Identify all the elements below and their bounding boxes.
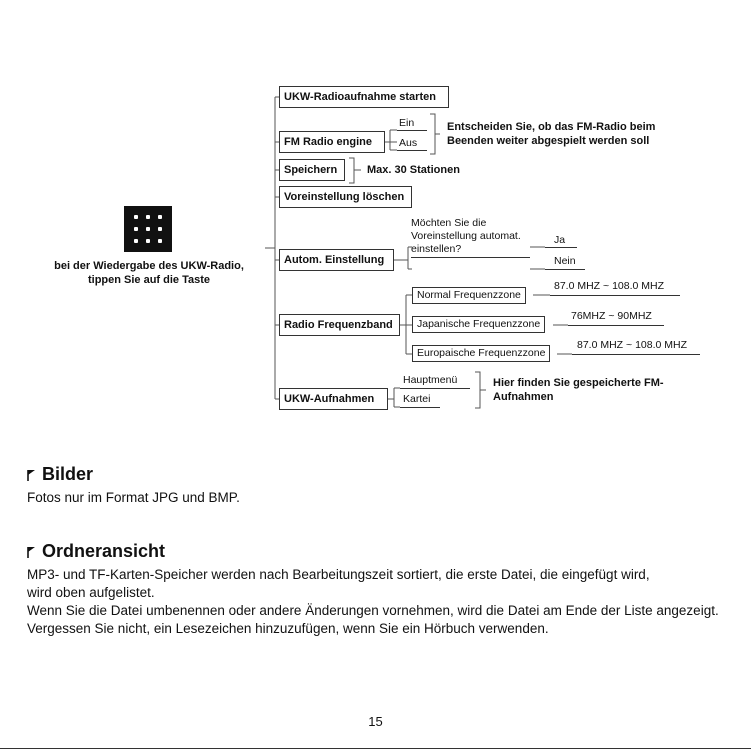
keypad-grid-icon [124, 206, 172, 252]
fm-engine-note: Entscheiden Sie, ob das FM-Radio beim Beenden weiter abgespielt werden soll [447, 121, 656, 147]
node-frequency-band: Radio Frequenzband [279, 314, 400, 336]
ordner-line-1: MP3- und TF-Karten-Speicher werden nach Bearbeitungszeit sortiert, die erste Datei, die eingefügt wird, [27, 567, 650, 582]
freq-normal-range: 87.0 MHZ ~ 108.0 MHZ [554, 280, 664, 292]
rec-note: Hier finden Sie gespeicherte FM- Aufnahmen [493, 377, 664, 403]
ordner-line-2: wird oben aufgelistet. [27, 585, 155, 600]
rec-main-menu-underline [400, 388, 470, 389]
section-heading-bilder [27, 463, 93, 486]
ordner-line-3: Wenn Sie die Datei umbenennen oder andere Änderungen vornehmen, wird die Datei am Ende der Liste angezeigt. [27, 603, 719, 618]
flag-bullet-icon [27, 464, 36, 486]
freq-normal-zone: Normal Frequenzzone [412, 287, 526, 304]
node-start-recording: UKW-Radioaufnahme starten [279, 86, 449, 108]
section-title: Bilder [42, 464, 94, 484]
section-heading-ordneransicht [27, 540, 165, 563]
fm-engine-on: Ein [399, 117, 415, 129]
footer-rule [0, 748, 751, 749]
page-number: 15 [368, 714, 383, 729]
node-fm-engine: FM Radio engine [279, 131, 385, 153]
freq-japan-range: 76MHZ ~ 90MHZ [571, 310, 652, 322]
fm-engine-off-underline [397, 150, 427, 151]
fm-engine-on-underline [397, 130, 427, 131]
node-recordings: UKW-Aufnahmen [279, 388, 388, 410]
node-auto-setting: Autom. Einstellung [279, 249, 394, 271]
rec-card-underline [400, 407, 440, 408]
node-save: Speichern [279, 159, 345, 181]
rec-card: Kartei [403, 393, 431, 405]
freq-europe-underline [572, 354, 700, 355]
section-title: Ordneransicht [42, 541, 166, 561]
freq-europe-range: 87.0 MHZ ~ 108.0 MHZ [577, 339, 687, 351]
rec-main-menu: Hauptmenü [403, 374, 458, 386]
auto-no-underline [545, 269, 585, 270]
auto-no: Nein [554, 255, 576, 267]
auto-yes-underline [545, 247, 577, 248]
auto-question-underline [411, 257, 530, 258]
tap-instruction: bei der Wiedergabe des UKW-Radio, tippen Sie auf die Taste [54, 260, 244, 286]
flag-bullet-icon [27, 541, 36, 563]
bilder-text: Fotos nur im Format JPG und BMP. [27, 490, 240, 505]
fm-engine-off: Aus [399, 137, 418, 149]
ordner-line-4: Vergessen Sie nicht, ein Lesezeichen hinzuzufügen, wenn Sie ein Hörbuch verwenden. [27, 621, 549, 636]
freq-normal-underline [550, 295, 680, 296]
freq-japan-zone: Japanische Frequenzzone [412, 316, 545, 333]
freq-japan-underline [568, 325, 664, 326]
save-note: Max. 30 Stationen [367, 164, 460, 176]
node-delete-preset: Voreinstellung löschen [279, 186, 412, 208]
auto-yes: Ja [554, 234, 566, 246]
auto-question: Möchten Sie die Voreinstellung automat. einstellen? [411, 217, 521, 255]
freq-europe-zone: Europaische Frequenzzone [412, 345, 550, 362]
